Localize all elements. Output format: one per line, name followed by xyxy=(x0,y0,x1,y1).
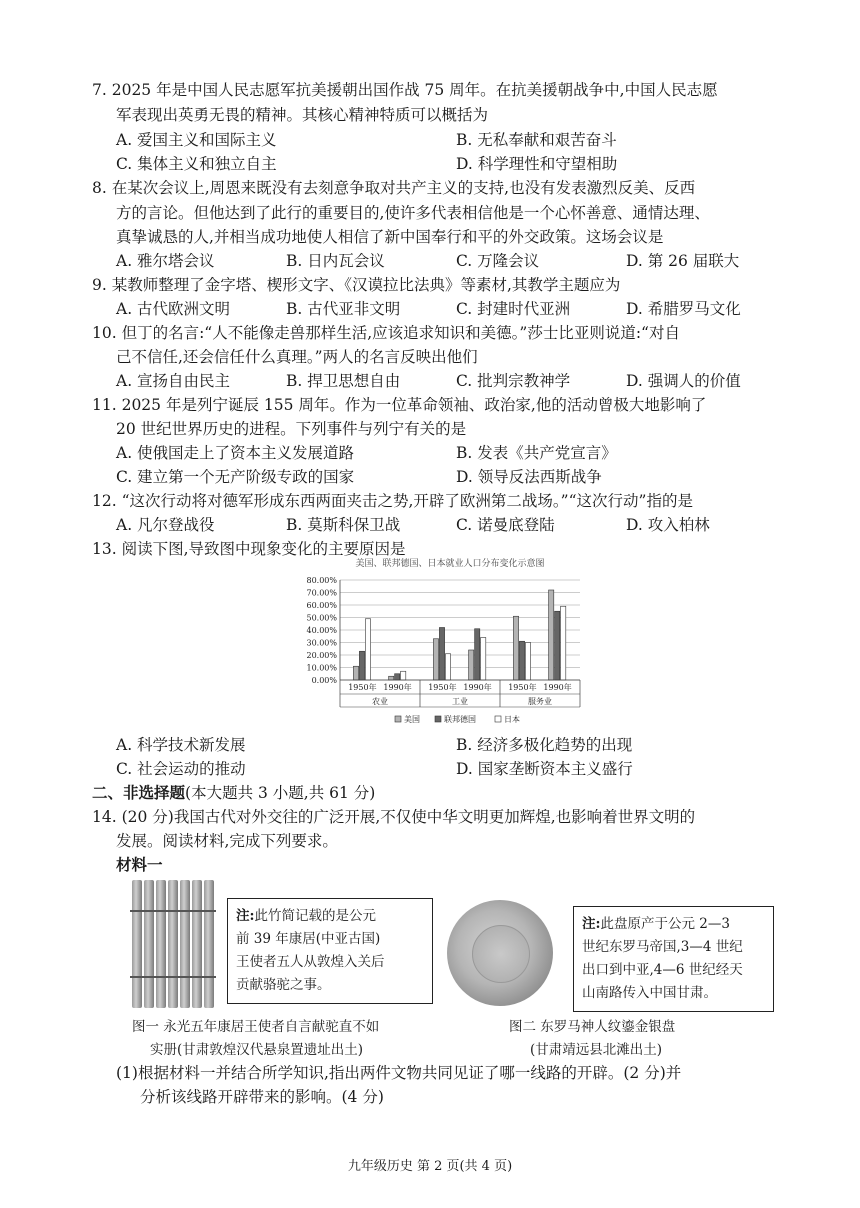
bar xyxy=(433,639,438,680)
x-tick-label: 1990年 xyxy=(543,683,572,692)
q12-stem: 12. “这次行动将对德军形成东西两面夹击之势,开辟了欧洲第二战场。”“这次行动”指的是 xyxy=(92,492,693,510)
bar xyxy=(549,590,554,680)
q14-stem-line2: 发展。阅读材料,完成下列要求。 xyxy=(116,832,338,850)
bar xyxy=(389,676,394,680)
employment-bar-chart xyxy=(298,572,588,734)
q9-option-c: C. 封建时代亚洲 xyxy=(456,300,571,318)
legend-label: 日本 xyxy=(504,715,520,724)
q14-stem-line1: 14. (20 分)我国古代对外交往的广泛开展,不仅使中华文明更加辉煌,也影响着世界文明的 xyxy=(92,808,696,826)
bamboo-slips-image xyxy=(130,880,220,1008)
q12-option-c: C. 诺曼底登陆 xyxy=(456,516,555,534)
note1-line2: 前 39 年康居(中亚古国) xyxy=(236,931,381,947)
q7-stem-line2: 军表现出英勇无畏的精神。其核心精神特质可以概括为 xyxy=(116,106,489,124)
q13-option-a: A. 科学技术新发展 xyxy=(116,736,246,754)
q8-stem-line3: 真挚诚恳的人,并相当成功地使人相信了新中国奉行和平的外交政策。这场会议是 xyxy=(116,228,664,246)
y-tick-label: 20.00% xyxy=(306,651,337,660)
q7-stem-line1: 7. 2025 年是中国人民志愿军抗美援朝出国作战 75 周年。在抗美援朝战争中,中国人民志愿 xyxy=(92,81,718,99)
legend-label: 美国 xyxy=(404,715,420,724)
q7-option-b: B. 无私奉献和艰苦奋斗 xyxy=(456,131,617,149)
y-tick-label: 0.00% xyxy=(311,676,337,685)
note1-line1: 此竹简记载的是公元 xyxy=(254,908,376,924)
q8-option-b: B. 日内瓦会议 xyxy=(286,252,385,270)
q10-option-d: D. 强调人的价值 xyxy=(626,372,741,390)
section-title: 二、非选择题 xyxy=(92,783,186,802)
q8-option-d: D. 第 26 届联大 xyxy=(626,252,740,270)
q12-option-d: D. 攻入柏林 xyxy=(626,516,710,534)
x-tick-label: 1950年 xyxy=(348,683,377,692)
figure2-caption-line1: 图二 东罗马神人纹鎏金银盘 xyxy=(509,1019,676,1035)
q9-stem: 9. 某教师整理了金字塔、楔形文字、《汉谟拉比法典》等素材,其教学主题应为 xyxy=(92,276,621,294)
q9-option-d: D. 希腊罗马文化 xyxy=(626,300,741,318)
q10-option-c: C. 批判宗教神学 xyxy=(456,372,571,390)
x-tick-label: 1950年 xyxy=(428,683,457,692)
q9-option-b: B. 古代亚非文明 xyxy=(286,300,401,318)
bar xyxy=(555,611,560,680)
bar xyxy=(469,650,474,680)
note1-line4: 贡献骆驼之事。 xyxy=(236,977,331,993)
section-heading xyxy=(92,781,375,805)
note1-line3: 王使者五人从敦煌入关后 xyxy=(236,954,385,970)
x-tick-label: 1950年 xyxy=(508,683,537,692)
q8-option-a: A. 雅尔塔会议 xyxy=(116,252,215,270)
q9-option-a: A. 古代欧洲文明 xyxy=(116,300,231,318)
y-tick-label: 40.00% xyxy=(306,626,337,635)
figure1-caption-line2: 实册(甘肃敦煌汉代悬泉置遗址出土) xyxy=(150,1042,364,1058)
note2-line2: 世纪东罗马帝国,3—4 世纪 xyxy=(582,939,743,955)
note2-line4: 山南路传入中国甘肃。 xyxy=(582,985,717,1001)
x-tick-label: 1990年 xyxy=(383,683,412,692)
y-tick-label: 30.00% xyxy=(306,638,337,648)
x-group-label: 农业 xyxy=(372,697,388,706)
legend-swatch xyxy=(395,716,401,722)
q13-option-d: D. 国家垄断资本主义盛行 xyxy=(456,760,633,778)
bar xyxy=(475,629,480,680)
note2-line1: 此盘原产于公元 2—3 xyxy=(600,916,730,932)
legend-swatch xyxy=(495,716,501,722)
q12-option-b: B. 莫斯科保卫战 xyxy=(286,516,401,534)
bar xyxy=(481,638,486,681)
q14-sub1-line1: (1)根据材料一并结合所学知识,指出两件文物共同见证了哪一线路的开辟。(2 分)并 xyxy=(116,1064,682,1082)
q13-option-c: C. 社会运动的推动 xyxy=(116,760,246,778)
bar xyxy=(401,671,406,680)
legend-swatch xyxy=(435,716,441,722)
section-desc: (本大题共 3 小题,共 61 分) xyxy=(185,784,376,802)
bar xyxy=(525,643,530,681)
q8-stem-line2: 方的言论。但他达到了此行的重要目的,使许多代表相信他是一个心怀善意、通情达理、 xyxy=(116,204,710,222)
q10-option-a: A. 宣扬自由民主 xyxy=(116,372,231,390)
y-tick-label: 80.00% xyxy=(306,576,337,585)
note2-label: 注: xyxy=(582,916,601,932)
bar xyxy=(519,641,524,680)
silver-dish-image xyxy=(447,900,553,1006)
note-box-1 xyxy=(227,898,433,1004)
y-tick-label: 70.00% xyxy=(306,588,337,598)
q11-stem-line1: 11. 2025 年是列宁诞辰 155 周年。作为一位革命领袖、政治家,他的活动曾极大地影响了 xyxy=(92,396,707,414)
bar xyxy=(353,666,358,680)
y-tick-label: 60.00% xyxy=(306,601,337,610)
bar xyxy=(395,674,400,680)
material-one-label: 材料一 xyxy=(116,855,163,874)
q11-option-a: A. 使俄国走上了资本主义发展道路 xyxy=(116,444,355,462)
q11-option-c: C. 建立第一个无产阶级专政的国家 xyxy=(116,468,355,486)
bar xyxy=(445,654,450,680)
note2-line3: 出口到中亚,4—6 世纪经天 xyxy=(582,962,743,978)
q13-option-b: B. 经济多极化趋势的出现 xyxy=(456,736,633,754)
q11-option-b: B. 发表《共产党宣言》 xyxy=(456,444,617,462)
q11-stem-line2: 20 世纪世界历史的进程。下列事件与列宁有关的是 xyxy=(116,420,467,438)
bar xyxy=(561,606,566,680)
q13-stem: 13. 阅读下图,导致图中现象变化的主要原因是 xyxy=(92,540,406,558)
q12-option-a: A. 凡尔登战役 xyxy=(116,516,215,534)
q14-sub1-line2: 分析该线路开辟带来的影响。(4 分) xyxy=(140,1088,384,1106)
bar xyxy=(439,628,444,681)
note-box-2 xyxy=(573,906,774,1012)
x-group-label: 服务业 xyxy=(528,697,552,706)
q10-option-b: B. 捍卫思想自由 xyxy=(286,372,401,390)
q10-stem-line2: 己不信任,还会信任什么真理。”两人的名言反映出他们 xyxy=(116,348,478,366)
q10-stem-line1: 10. 但丁的名言:“人不能像走兽那样生活,应该追求知识和美德。”莎士比亚则说道:“对自 xyxy=(92,324,680,342)
q8-stem-line1: 8. 在某次会议上,周恩来既没有去刻意争取对共产主义的支持,也没有发表激烈反美、反西 xyxy=(92,179,696,197)
chart-title: 美国、联邦德国、日本就业人口分布变化示意图 xyxy=(355,559,545,569)
q7-option-d: D. 科学理性和守望相助 xyxy=(456,155,618,173)
x-group-label: 工业 xyxy=(452,697,468,706)
y-tick-label: 10.00% xyxy=(306,663,337,673)
bar xyxy=(359,651,364,680)
legend-label: 联邦德国 xyxy=(444,715,476,724)
q7-option-c: C. 集体主义和独立自主 xyxy=(116,155,277,173)
q11-option-d: D. 领导反法西斯战争 xyxy=(456,468,602,486)
figure1-caption-line1: 图一 永光五年康居王使者自言献驼直不如 xyxy=(132,1019,380,1035)
q7-option-a: A. 爱国主义和国际主义 xyxy=(116,131,277,149)
figure2-caption-line2: (甘肃靖远县北滩出土) xyxy=(530,1042,663,1058)
y-tick-label: 50.00% xyxy=(306,613,337,623)
q8-option-c: C. 万隆会议 xyxy=(456,252,540,270)
bar xyxy=(365,619,370,680)
bar xyxy=(513,616,518,680)
note1-label: 注: xyxy=(236,908,255,924)
x-tick-label: 1990年 xyxy=(463,683,492,692)
page-footer: 九年级历史 第 2 页(共 4 页) xyxy=(347,1159,513,1174)
